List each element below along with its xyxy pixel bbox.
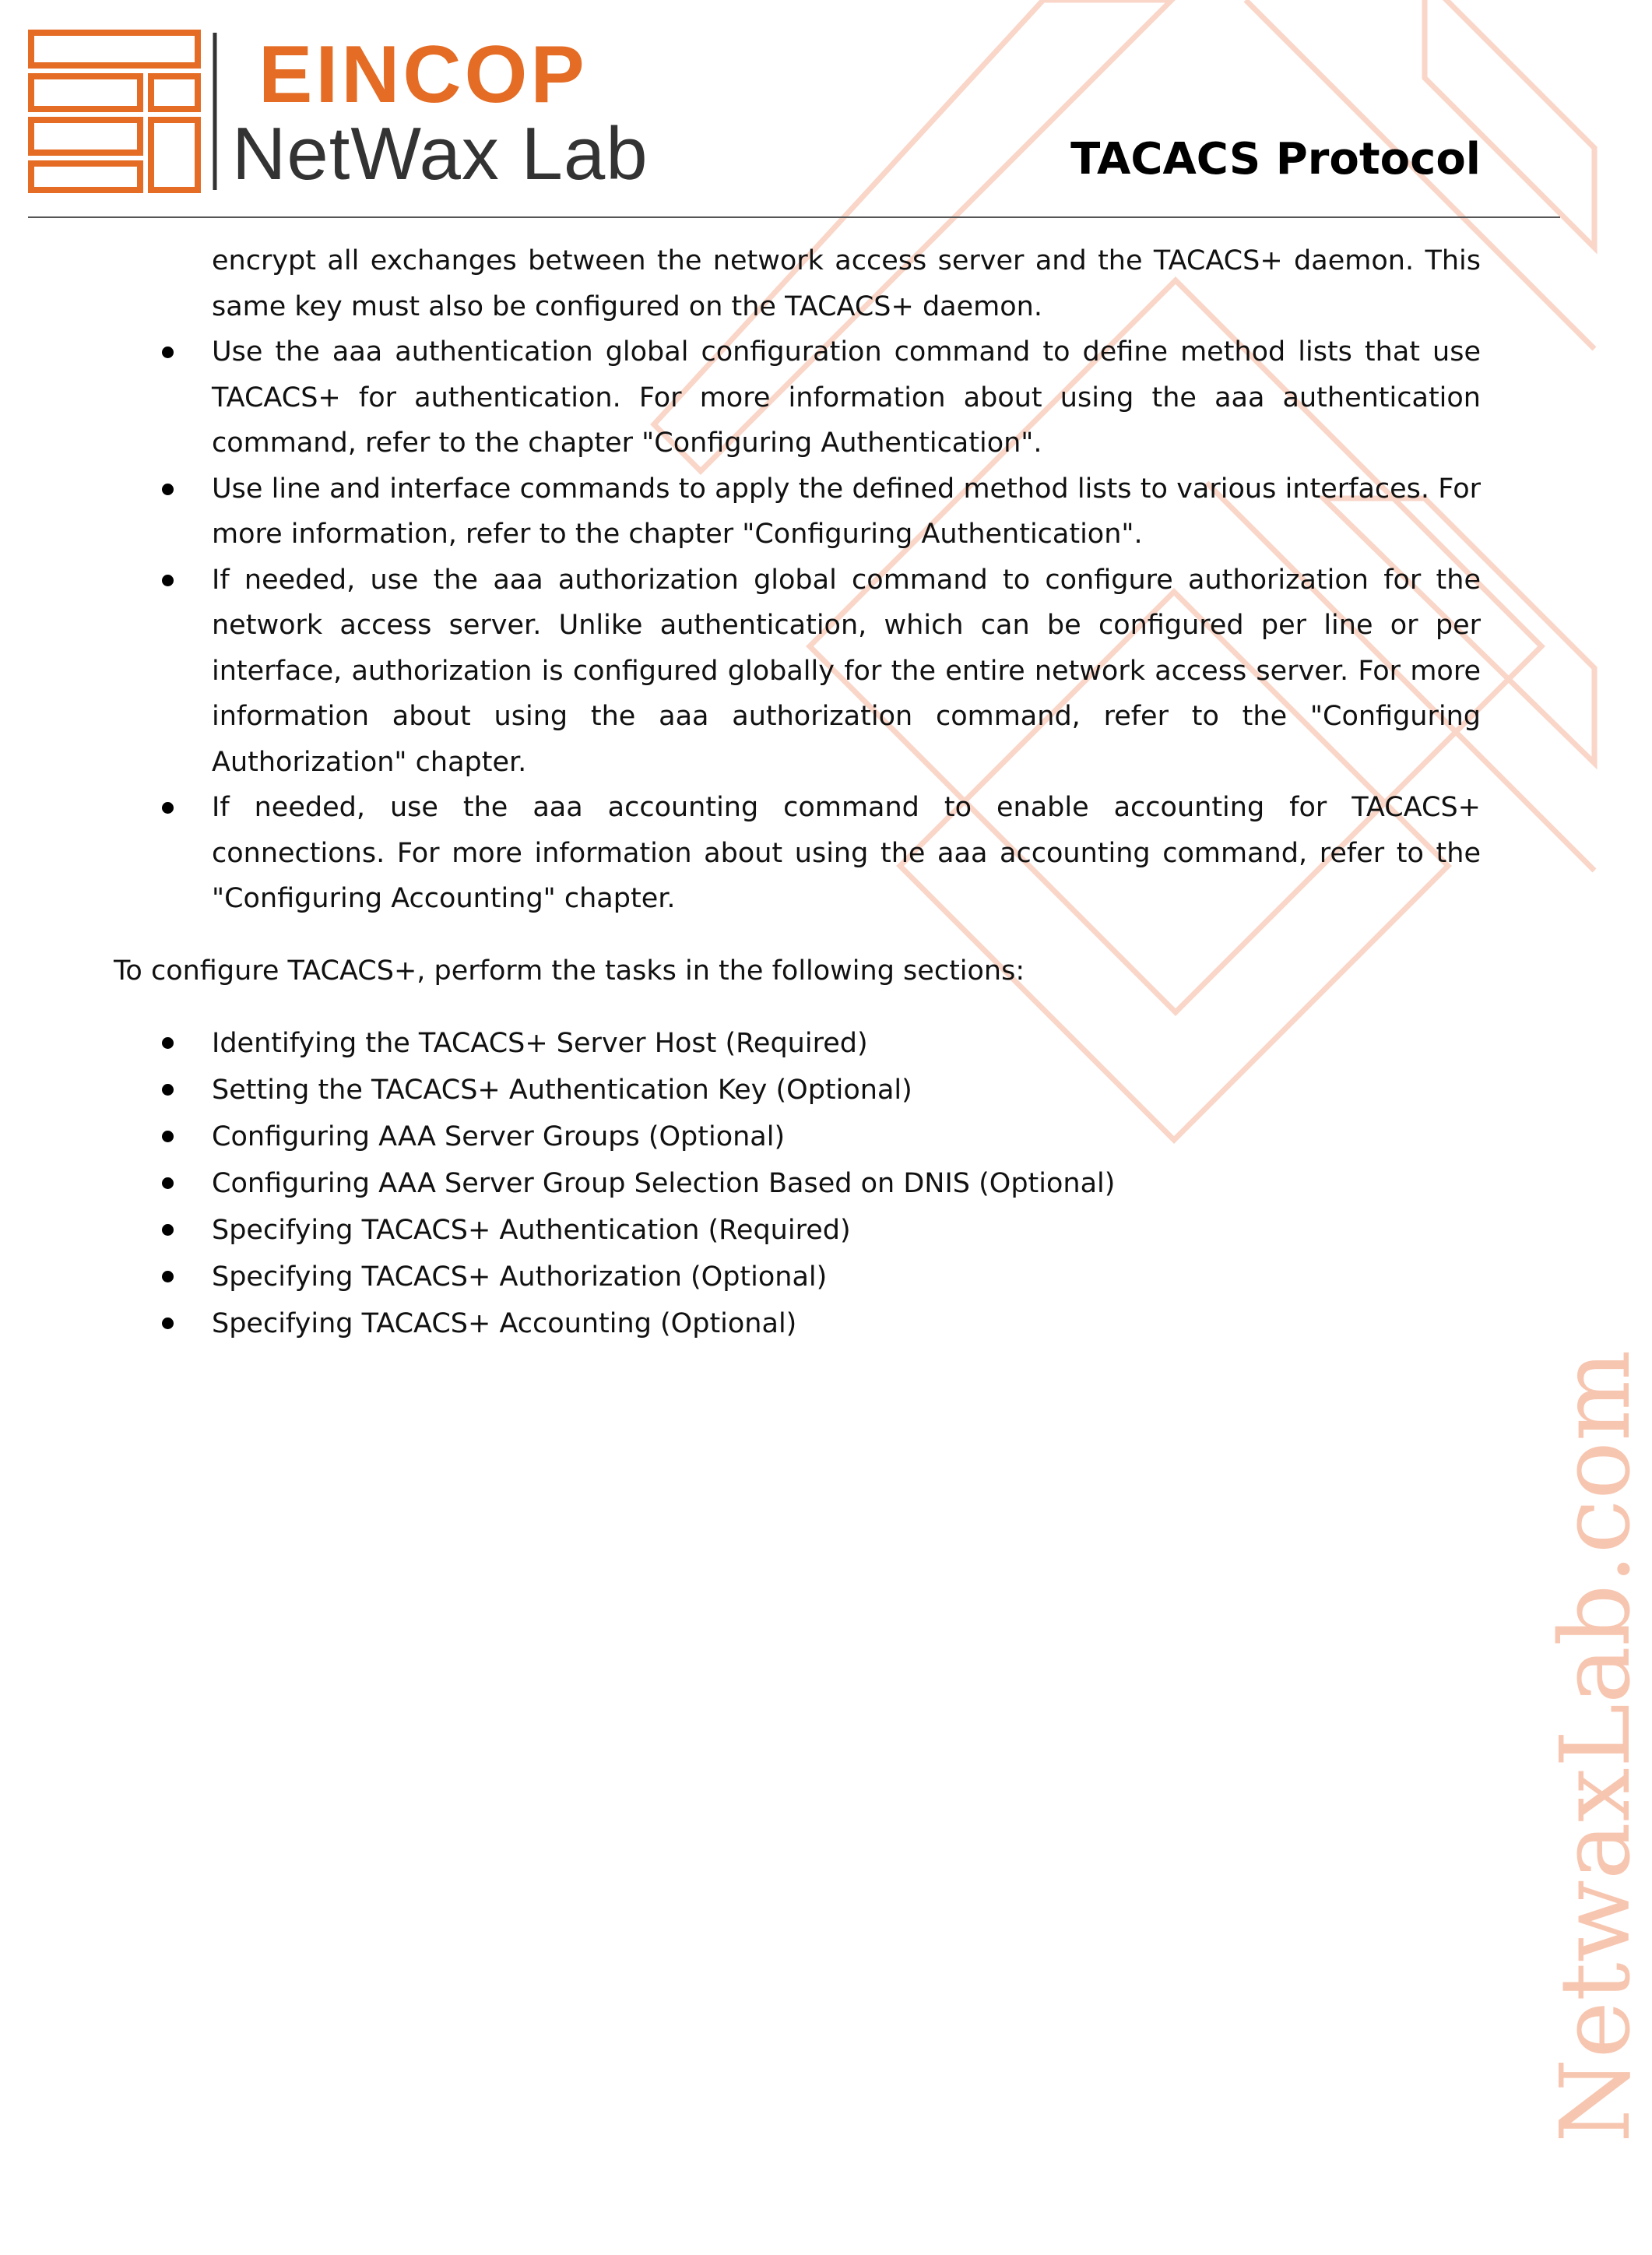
task-link: Specifying TACACS+ Accounting (Optional)	[212, 1308, 797, 1339]
config-steps-list	[114, 329, 1481, 922]
list-item-text: Use the aaa authentication global configuration command to define method lists that use TACACS+ for authentication. For more information about using the aaa authentication command, refer to the chapter "Configuring Authentication".	[212, 336, 1481, 459]
list-item	[114, 1160, 1481, 1207]
list-item-text: If needed, use the aaa accounting command to enable accounting for TACACS+ connections. For more information about using the aaa accounting command, refer to the "Configuring Accounting" chapter.	[212, 792, 1481, 914]
task-link: Configuring AAA Server Groups (Optional)	[212, 1121, 786, 1152]
task-link: Specifying TACACS+ Authorization (Optional)	[212, 1261, 828, 1293]
bullet-icon	[162, 1271, 174, 1282]
bullet-icon	[162, 1317, 174, 1329]
list-item	[114, 1207, 1481, 1254]
list-item	[114, 1067, 1481, 1113]
task-link: Configuring AAA Server Group Selection Based on DNIS (Optional)	[212, 1168, 1116, 1199]
list-item	[114, 785, 1481, 922]
bullet-icon	[162, 1224, 174, 1236]
task-link: Specifying TACACS+ Authentication (Required)	[212, 1215, 851, 1246]
page-header-title: TACACS Protocol	[1070, 134, 1481, 185]
intro-sentence: To configure TACACS+, perform the tasks in the following sections:	[114, 955, 1025, 987]
document-body	[114, 238, 1481, 1347]
tasks-list	[114, 1020, 1481, 1347]
list-item	[114, 1300, 1481, 1347]
list-item-text: Use line and interface commands to apply the defined method lists to various interfaces. For more information, refer to the chapter "Configuring Authentication".	[212, 473, 1481, 550]
list-item	[114, 1020, 1481, 1067]
bullet-icon	[162, 1131, 174, 1142]
list-item	[114, 1254, 1481, 1300]
header-divider	[28, 216, 1560, 218]
bullet-icon	[162, 575, 174, 586]
task-link: Setting the TACACS+ Authentication Key (Optional)	[212, 1075, 912, 1106]
continued-paragraph: encrypt all exchanges between the network access server and the TACACS+ daemon. This same key must also be configured on the TACACS+ daemon.	[212, 245, 1481, 322]
list-item-text: If needed, use the aaa authorization global command to configure authorization for the network access server. Unlike authentication, which can be configured per line or per interface, authorization is configured globally for the entire network access server. For more information about using the aaa authorization command, refer to the "Configuring Authorization" chapter.	[212, 564, 1481, 778]
list-item	[114, 1113, 1481, 1160]
logo-wordmark-bottom: NetWax Lab	[232, 112, 648, 195]
bullet-icon	[162, 1084, 174, 1096]
bullet-icon	[162, 484, 174, 495]
list-item	[114, 466, 1481, 558]
bullet-icon	[162, 347, 174, 358]
watermark-diamond	[1425, 0, 1594, 248]
logo-wordmark-top: EINCOP	[258, 30, 588, 120]
bullet-icon	[162, 1037, 174, 1049]
watermark-text: NetwaxLab.com	[1540, 1349, 1652, 2143]
list-item	[114, 558, 1481, 786]
logo-mark-icon	[28, 30, 215, 193]
company-logo	[28, 30, 651, 193]
bullet-icon	[162, 802, 174, 814]
task-link: Identifying the TACACS+ Server Host (Required)	[212, 1028, 868, 1059]
bullet-icon	[162, 1177, 174, 1189]
list-item	[114, 329, 1481, 466]
